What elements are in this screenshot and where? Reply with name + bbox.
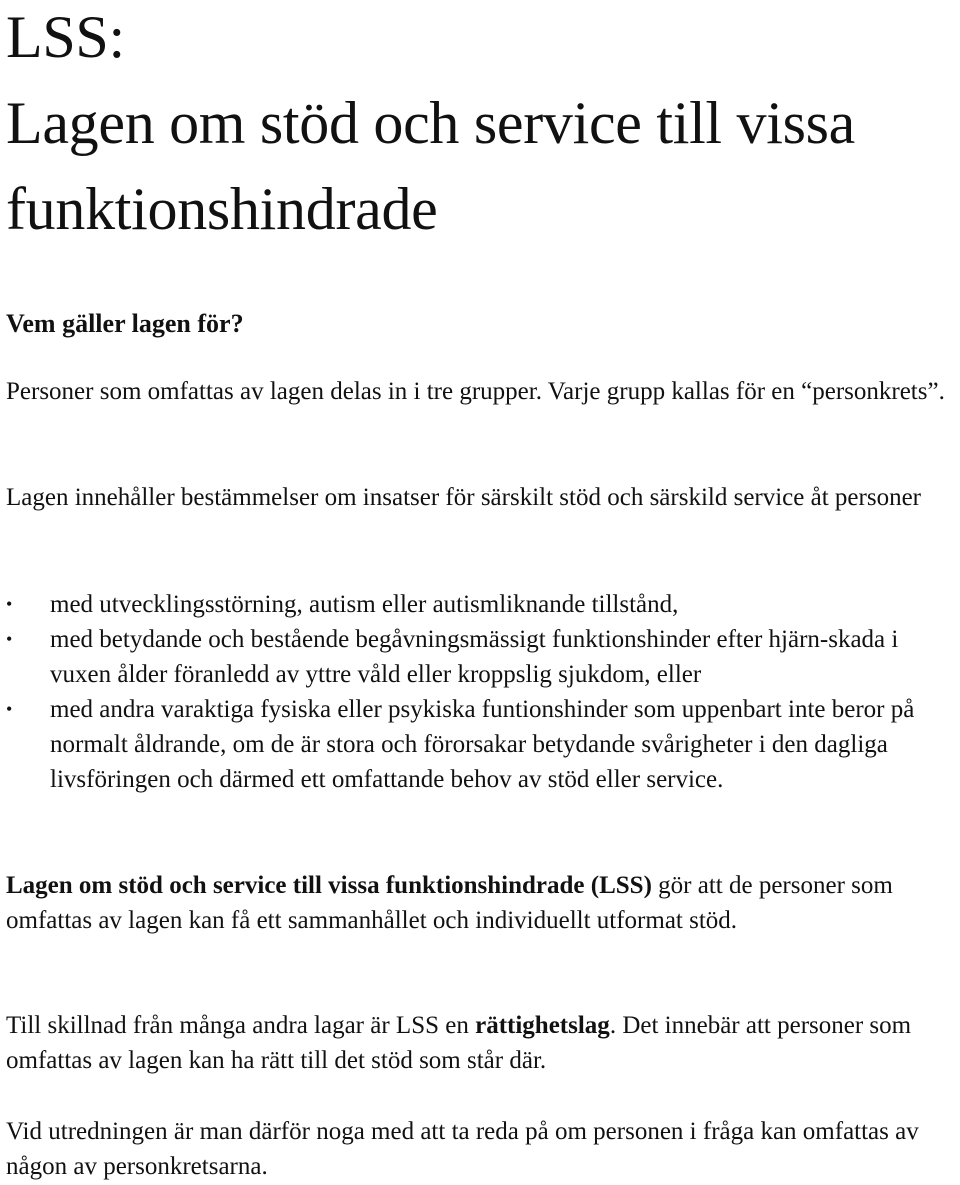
list-item-text: med andra varaktiga fysiska eller psykiska funtionshinder som uppenbart inte beror på normalt åldrande, om de är stora och förorsakar betydande svårigheter i den dagliga livsföringen och därmed ett omfattande behov av stöd eller service. xyxy=(50,696,915,793)
rights-paragraph-start: Till skillnad från många andra lagar är LSS en xyxy=(6,1012,476,1039)
bullet-icon: • xyxy=(6,629,13,649)
personkrets-list xyxy=(6,587,956,797)
list-item xyxy=(6,692,956,797)
list-item-text: med utvecklingsstörning, autism eller autismliknande tillstånd, xyxy=(50,591,679,618)
investigation-paragraph: Vid utredningen är man därför noga med att ta reda på om personen i fråga kan omfattas av någon av personkretsarna. xyxy=(6,1118,919,1180)
intro-paragraph: Personer som omfattas av lagen delas in i tre grupper. Varje grupp kallas för en “personkrets”. xyxy=(6,378,945,405)
lss-paragraph xyxy=(6,868,956,938)
bullet-icon: • xyxy=(6,699,13,719)
page-title-lss: LSS: xyxy=(6,4,125,70)
bullet-icon: • xyxy=(6,594,13,614)
list-item-text: med betydande och bestående begåvningsmässigt funktionshinder efter hjärn-skada i vuxen ålder föranledd av yttre våld eller kroppslig sjukdom, eller xyxy=(50,626,899,688)
section-heading: Vem gäller lagen för? xyxy=(6,309,244,338)
subtitle-line-2: funktionshindrade xyxy=(6,176,438,242)
list-item xyxy=(6,587,956,622)
rights-paragraph xyxy=(6,1008,956,1078)
page-subtitle xyxy=(6,80,956,252)
document-page xyxy=(6,0,956,1180)
subtitle-line-1: Lagen om stöd och service till vissa xyxy=(6,90,856,156)
list-item xyxy=(6,622,956,692)
rights-paragraph-end: . Det innebär att personer som omfattas av lagen kan ha rätt till det stöd som står där. xyxy=(6,1012,912,1074)
lss-law-name: Lagen om stöd och service till vissa funktionshindrade (LSS) xyxy=(6,872,652,899)
lss-paragraph-rest: gör att de personer som omfattas av lagen kan få ett sammanhållet och individuellt utformat stöd. xyxy=(6,872,893,934)
scope-paragraph: Lagen innehåller bestämmelser om insatser för särskilt stöd och särskild service åt personer xyxy=(6,484,921,511)
rights-law-term: rättighetslag xyxy=(475,1012,610,1039)
